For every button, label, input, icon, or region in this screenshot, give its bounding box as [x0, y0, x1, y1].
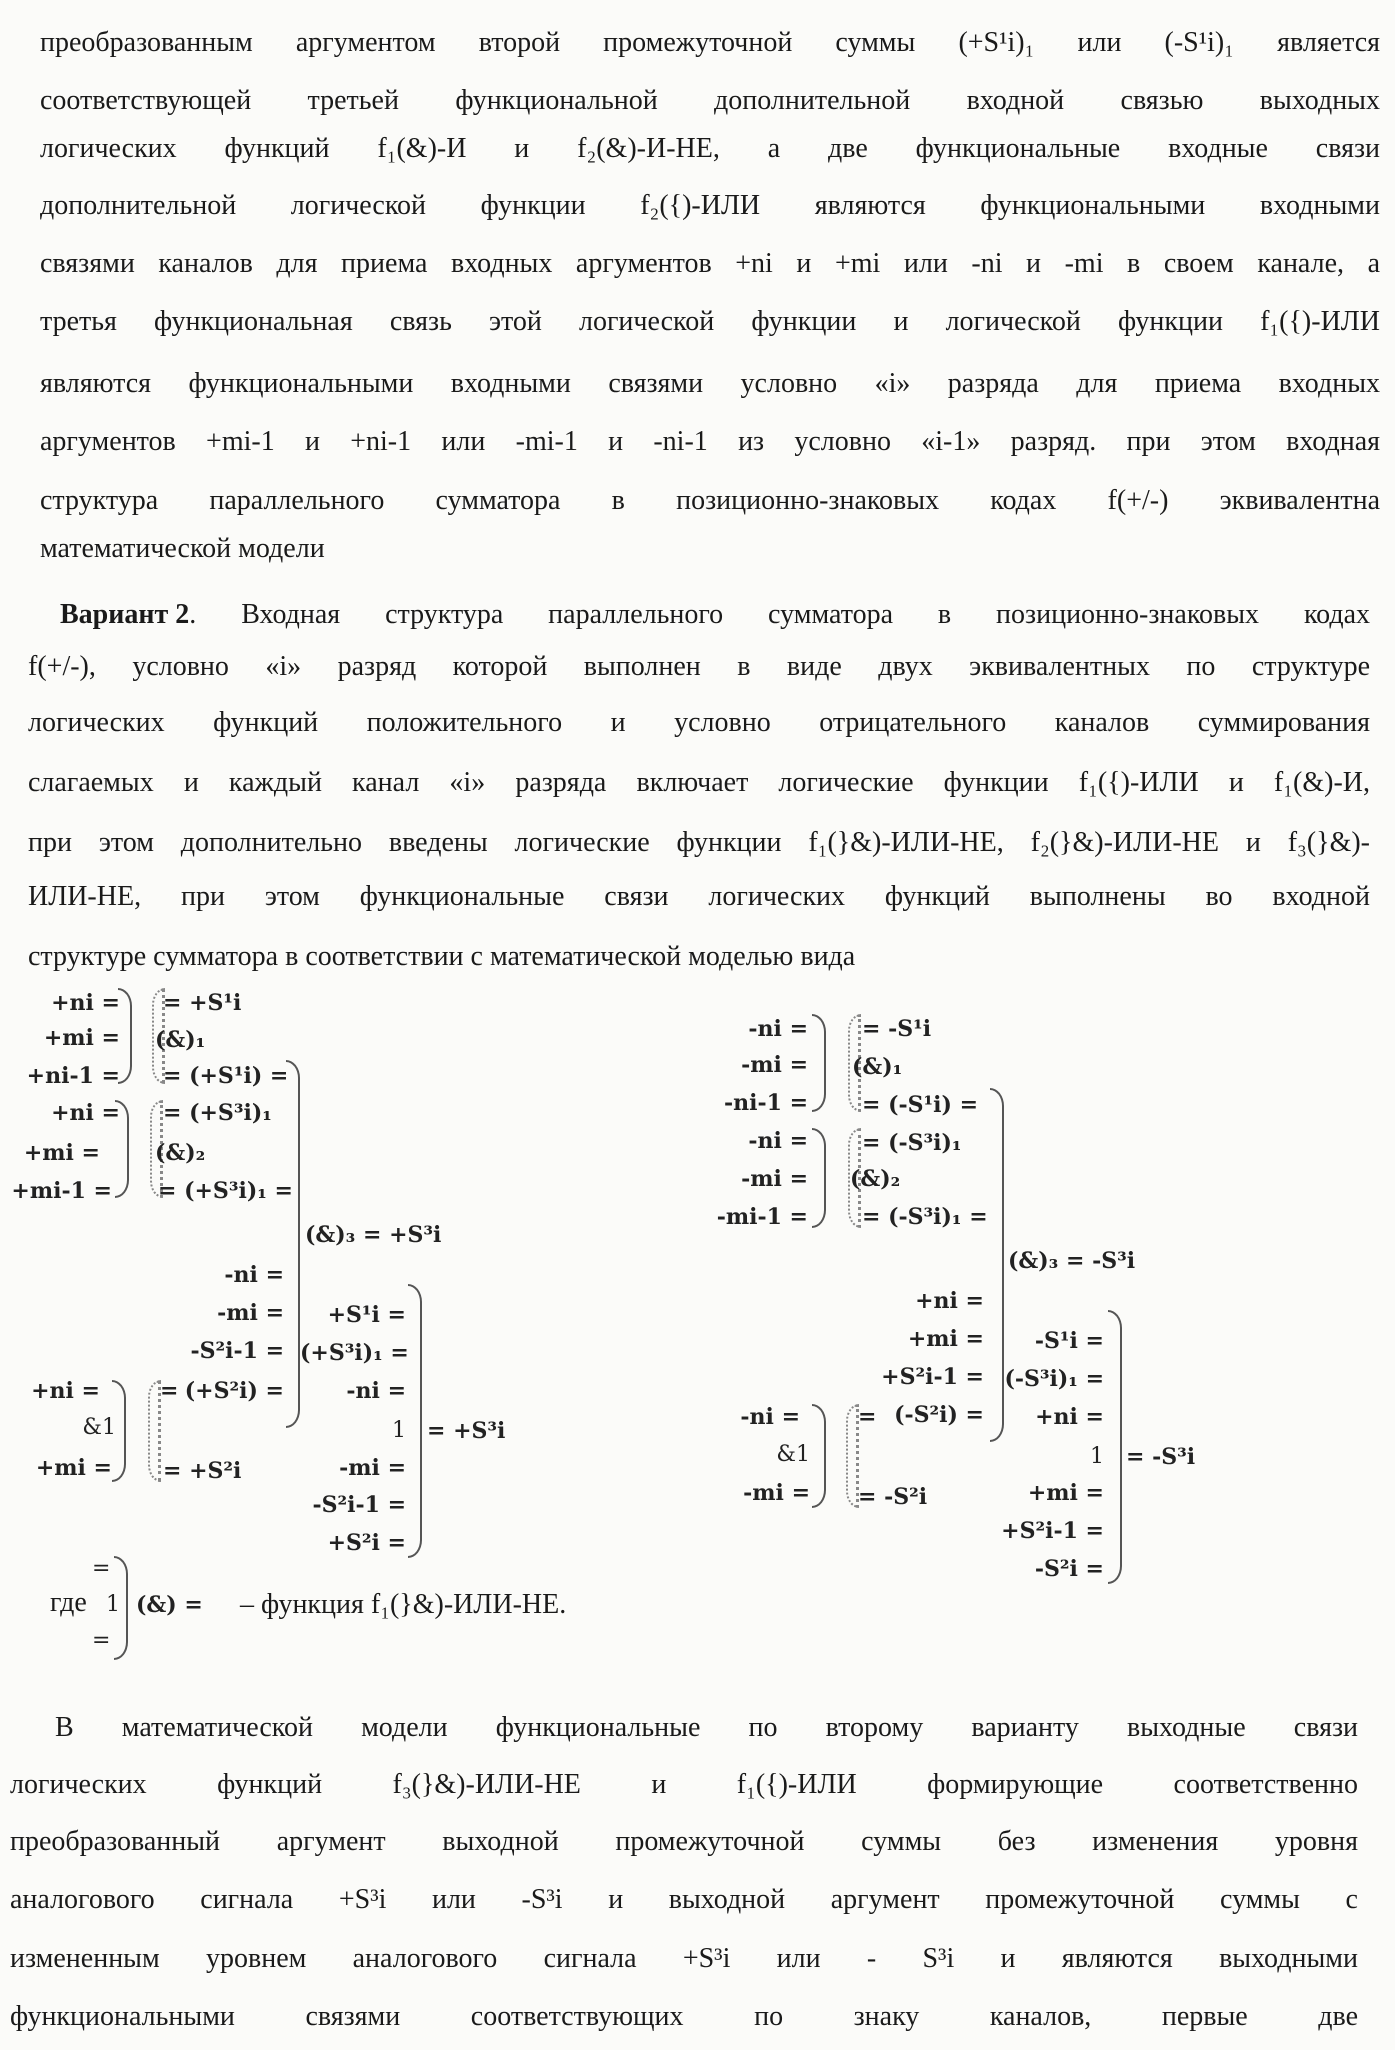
formula-input: -mi = [700, 1166, 808, 1192]
formula-output: = (+S³i)₁ [163, 1100, 272, 1126]
formula-output: = +S²i [163, 1458, 241, 1484]
formula-input: (+S³i)₁ = [300, 1340, 406, 1366]
formula-input: -ni = [180, 1262, 284, 1288]
variant-heading: Вариант 2 [60, 598, 189, 632]
text-line [60, 598, 1370, 632]
formula-output: (&)₂ [155, 1140, 205, 1166]
text-line: дополнительной логической функции f₂({)-ИЛИ являются функциональными входными [40, 189, 1380, 223]
right-brace [812, 1014, 826, 1112]
formula-output: = -S¹i [862, 1016, 931, 1042]
formula-input: -ni = [700, 1128, 808, 1154]
formula-input: -ni = [720, 1404, 800, 1430]
right-brace [112, 1380, 126, 1482]
text-line: ИЛИ-НЕ, при этом функциональные связи логических функций выполнены во входной [28, 880, 1370, 914]
formula-operator: = [92, 1628, 110, 1654]
formula-input: -mi = [700, 1052, 808, 1078]
formula-input: -mi = [720, 1480, 810, 1506]
right-brace [1108, 1310, 1122, 1584]
formula-input: -mi = [300, 1455, 406, 1481]
text-line: третья функциональная связь этой логической функции и логической функции f₁({)-ИЛИ [40, 305, 1380, 339]
text-line: логических функций положительного и условно отрицательного каналов суммирования [28, 706, 1370, 740]
text-line: при этом дополнительно введены логические функции f₁(}&)-ИЛИ-НЕ, f₂(}&)-ИЛИ-НЕ и f₃(}&)- [28, 826, 1370, 860]
right-brace [115, 1100, 129, 1198]
formula-output: (&)₁ [155, 1027, 205, 1053]
formula-result: = +S³i [427, 1418, 505, 1444]
formula-result: (&)₃ = +S³i [305, 1222, 441, 1248]
formula-input: +mi = [20, 1025, 120, 1051]
formula-input: +ni-1 = [10, 1063, 120, 1089]
formula-input: -S¹i = [1000, 1328, 1104, 1354]
text-line: структура параллельного сумматора в позиционно-знаковых кодах f(+/-) эквивалентна [40, 484, 1380, 518]
text-line: f(+/-), условно «i» разряд которой выполнен в виде двух эквивалентных по структуре [28, 650, 1370, 684]
formula-output: (&)₁ [852, 1054, 902, 1080]
formula-operator: 1 [1060, 1444, 1104, 1470]
formula-input: +ni = [20, 1378, 100, 1404]
formula-input: (-S³i)₁ = [990, 1366, 1104, 1392]
text-line: измененным уровнем аналогового сигнала +S³i или - S³i и являются выходными [10, 1942, 1358, 1976]
formula-output: = (-S³i)₁ [862, 1130, 962, 1156]
text-line: аргументов +mi-1 и +ni-1 или -mi-1 и -ni-1 из условно «i-1» разряд. при этом входная [40, 425, 1380, 459]
formula-operator: 1 [106, 1592, 120, 1618]
formula-input: +ni = [1000, 1404, 1104, 1430]
formula-input: +S²i-1 = [990, 1518, 1104, 1544]
formula-output: = (-S¹i) = [862, 1092, 978, 1118]
formula-result: (&)₃ = -S³i [1008, 1248, 1135, 1274]
text-line: логических функций f₃(}&)-ИЛИ-НЕ и f₁({)-ИЛИ формирующие соответственно [10, 1768, 1358, 1802]
formula-output: = [160, 1378, 178, 1404]
formula-input: (+S²i) = [170, 1378, 284, 1404]
definition-text: – функция f₁(}&)-ИЛИ-НЕ. [240, 1588, 566, 1622]
formula-input: +S²i-1 = [860, 1364, 984, 1390]
right-brace [812, 1128, 826, 1228]
formula-input: +ni = [880, 1288, 984, 1314]
formula-output: (&)₂ [850, 1166, 900, 1192]
formula-operator: = [92, 1556, 110, 1582]
formula-input: -mi = [180, 1300, 284, 1326]
text-line: аналогового сигнала +S³i или -S³i и выходной аргумент промежуточной суммы с [10, 1883, 1358, 1917]
formula-output: = -S²i [858, 1484, 927, 1510]
formula-input: (-S²i) = [860, 1402, 984, 1428]
formula-input: +S²i = [300, 1530, 406, 1556]
formula-input: +S¹i = [300, 1302, 406, 1328]
text-fragment: . Входная структура параллельного сумматора в позиционно-знаковых кодах [189, 598, 1370, 632]
formula-input: -mi-1 = [700, 1204, 808, 1230]
formula-input: -S²i-1 = [170, 1338, 284, 1364]
text-line: В математической модели функциональные по второму варианту выходные связи [55, 1711, 1358, 1745]
text-line: математической модели [40, 532, 325, 566]
text-line: функциональными связями соответствующих по знаку каналов, первые две [10, 2000, 1358, 2034]
formula-input: +ni = [20, 990, 120, 1016]
text-line: преобразованным аргументом второй промежуточной суммы (+S¹i)₁ или (-S¹i)₁ является [40, 26, 1380, 60]
formula-input: -S²i = [1000, 1556, 1104, 1582]
formula-input: -ni = [300, 1378, 406, 1404]
formula-input: -ni = [700, 1016, 808, 1042]
formula-output: = (+S¹i) = [163, 1063, 288, 1089]
formula-input: -ni-1 = [700, 1090, 808, 1116]
formula-input: +mi = [880, 1326, 984, 1352]
text-line: соответствующей третьей функциональной дополнительной входной связью выходных [40, 84, 1380, 118]
formula-result: (&) = [136, 1592, 203, 1618]
formula-input: +mi = [1000, 1480, 1104, 1506]
text-line: структуре сумматора в соответствии с математической моделью вида [28, 940, 855, 974]
right-brace [286, 1060, 300, 1428]
right-brace [114, 1556, 128, 1660]
formula-result: = -S³i [1126, 1444, 1195, 1470]
text-line: логических функций f₁(&)-И и f₂(&)-И-НЕ, а две функциональные входные связи [40, 132, 1380, 166]
right-brace [408, 1284, 422, 1558]
formula-input: +mi = [10, 1140, 100, 1166]
formula-operator: &1 [760, 1442, 810, 1468]
formula-output: = (-S³i)₁ = [862, 1204, 988, 1230]
text-line: слагаемых и каждый канал «i» разряда включает логические функции f₁({)-ИЛИ и f₁(&)-И, [28, 766, 1370, 800]
formula-operator: 1 [360, 1418, 406, 1444]
formula-output: = [858, 1404, 876, 1430]
text-line: являются функциональными входными связями условно «i» разряда для приема входных [40, 367, 1380, 401]
formula-input: -S²i-1 = [300, 1492, 406, 1518]
formula-input: +mi-1 = [0, 1178, 112, 1204]
formula-input: +mi = [20, 1455, 112, 1481]
formula-operator: &1 [60, 1415, 116, 1441]
formula-output: = +S¹i [163, 990, 241, 1016]
text-line: преобразованный аргумент выходной промежуточной суммы без изменения уровня [10, 1825, 1358, 1859]
right-brace [812, 1404, 826, 1508]
right-brace [118, 988, 132, 1084]
formula-output: = (+S³i)₁ = [158, 1178, 293, 1204]
formula-input: +ni = [20, 1100, 120, 1126]
text-line: связями каналов для приема входных аргументов +ni и +mi или -ni и -mi в своем канале, а [40, 247, 1380, 281]
where-label: где [50, 1586, 87, 1620]
